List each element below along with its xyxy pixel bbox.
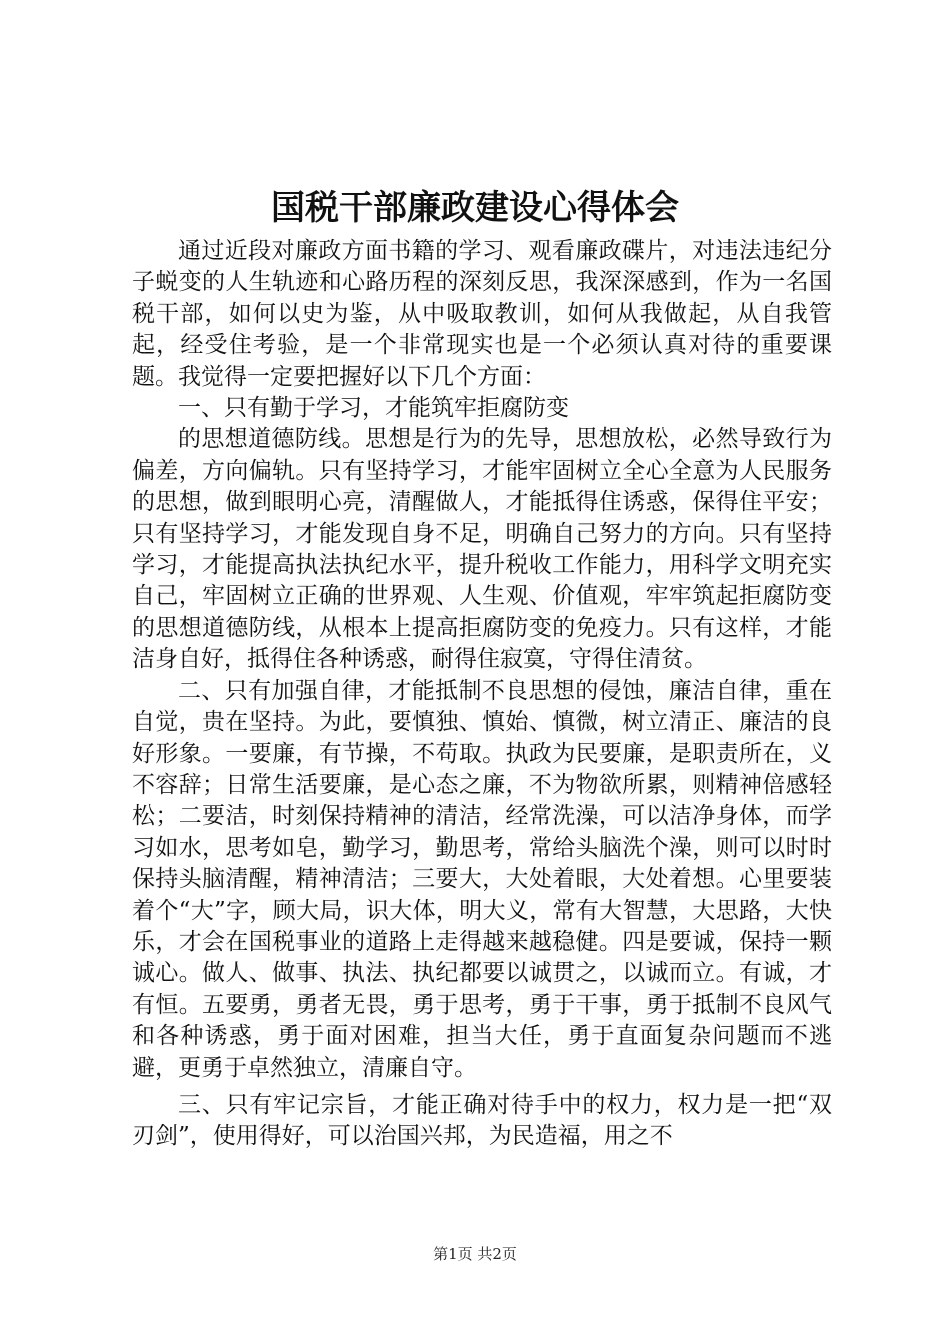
paragraph-section-2: 二、只有加强自律，才能抵制不良思想的侵蚀，廉洁自律，重在自觉，贵在坚持。为此，要慎独、慎始、慎微，树立清正、廉洁的良好形象。一要廉，有节操，不苟取。执政为民要廉，是职责所在，义不容辞；日常生活要廉，是心态之廉，不为物欲所累，则精神倍感轻松；二要洁，时刻保持精神的清洁，经常洗澡，可以洁净身体，而学习如水，思考如皂，勤学习，勤思考，常给头脑洗个澡，则可以时时保持头脑清醒，精神清洁；三要大，大处着眼，大处着想。心里要装着个“大”字，顾大局，识大体，明大义，常有大智慧，大思路，大快乐，才会在国税事业的道路上走得越来越稳健。四是要诚，保持一颗诚心。做人、做事、执法、执纪都要以诚贯之，以诚而立。有诚，才有恒。五要勇，勇者无畏，勇于思考，勇于干事，勇于抵制不良风气和各种诱惑，勇于面对困难，担当大任，勇于直面复杂问题而不逃避，更勇于卓然独立，清廉自守。 (132, 677, 832, 1081)
paragraph-heading-1: 一、只有勤于学习，才能筑牢拒腐防变 (178, 395, 569, 422)
paragraph-intro: 通过近段对廉政方面书籍的学习、观看廉政碟片，对违法违纪分子蜕变的人生轨迹和心路历程的深刻反思，我深深感到，作为一名国税干部，如何以史为鉴，从中吸取教训，如何从我做起，从自我管起，经受住考验，是一个非常现实也是一个必须认真对待的重要课题。我觉得一定要把握好以下几个方面： (132, 238, 832, 390)
document-title: 国税干部廉政建设心得体会 (271, 188, 679, 228)
page-footer: 第1页 共2页 (433, 1245, 517, 1263)
document-body (132, 236, 832, 1153)
paragraph-section-3: 三、只有牢记宗旨，才能正确对待手中的权力，权力是一把“双刃剑”，使用得好，可以治国兴邦，为民造福，用之不 (132, 1091, 832, 1150)
paragraph-section-1: 的思想道德防线。思想是行为的先导，思想放松，必然导致行为偏差，方向偏轨。只有坚持学习，才能牢固树立全心全意为人民服务的思想，做到眼明心亮，清醒做人，才能抵得住诱惑，保得住平安；只有坚持学习，才能发现自身不足，明确自己努力的方向。只有坚持学习，才能提高执法执纪水平，提升税收工作能力，用科学文明充实自己，牢固树立正确的世界观、人生观、价值观，牢牢筑起拒腐防变的思想道德防线，从根本上提高拒腐防变的免疫力。只有这样，才能洁身自好，抵得住各种诱惑，耐得住寂寞，守得住清贫。 (132, 426, 832, 673)
